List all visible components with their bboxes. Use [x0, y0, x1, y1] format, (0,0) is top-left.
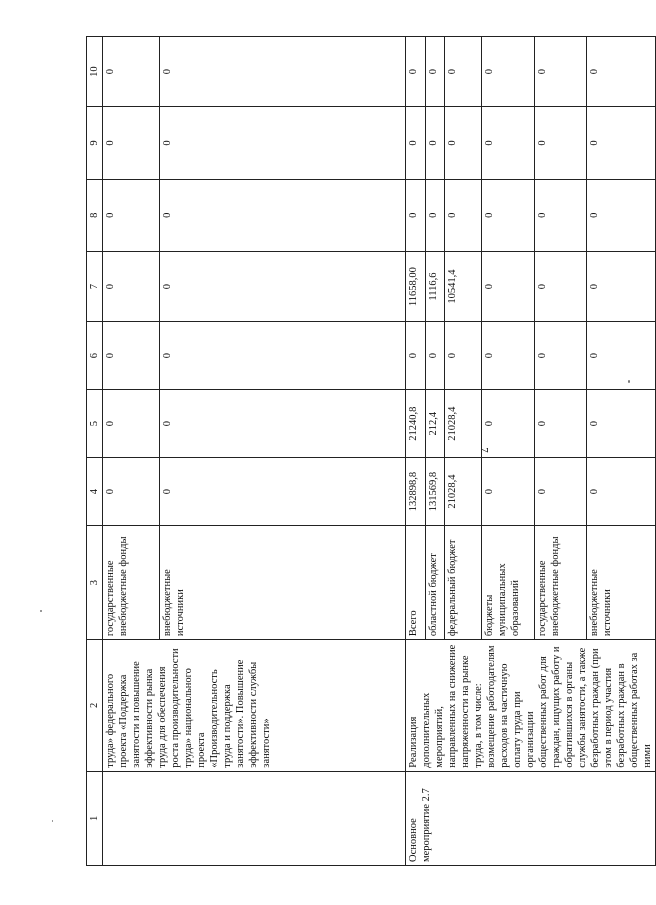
value-cell: 0 — [406, 107, 426, 179]
header-cell: 5 — [87, 390, 103, 458]
value-cell: 0 — [445, 322, 482, 390]
value-cell: 10541,4 — [445, 251, 482, 321]
value-cell: 0 — [103, 107, 160, 179]
value-cell: 0 — [160, 390, 406, 458]
activity-code-cell — [103, 771, 406, 865]
value-cell: 11658,00 — [406, 251, 426, 321]
header-cell: 3 — [87, 526, 103, 640]
value-cell: 0 — [160, 458, 406, 526]
value-cell: 21240,8 — [406, 390, 426, 458]
value-cell: 0 — [481, 458, 534, 526]
scan-speck — [52, 820, 53, 822]
value-cell: 0 — [481, 179, 534, 251]
value-cell: 0 — [445, 179, 482, 251]
value-cell: 0 — [534, 179, 587, 251]
scan-speck — [628, 380, 630, 383]
value-cell: 0 — [587, 107, 656, 179]
funding-source-cell: внебюджетные источники — [587, 526, 656, 640]
funding-source-cell: бюджеты муниципальных образований — [481, 526, 534, 640]
value-cell: 0 — [103, 179, 160, 251]
value-cell: 212,4 — [425, 390, 445, 458]
page-number: 7 — [478, 447, 490, 453]
value-cell: 0 — [481, 322, 534, 390]
value-cell: 0 — [160, 37, 406, 107]
value-cell: 0 — [534, 251, 587, 321]
value-cell: 21028,4 — [445, 390, 482, 458]
funding-source-cell: государственные внебюджетные фонды — [103, 526, 160, 640]
value-cell: 0 — [425, 322, 445, 390]
activity-description-cell: Реализация дополнительных мероприятий, направленных на снижение напряженности на рынке труда, в том числе: возмещение работодателям расходов на частичную оплату труда при организации общественных работ для граждан, ищущих работу и обратившихся в органы службы занятости, а также безработных граждан (при этом в период участия безработных граждан в общественных работах за ними — [406, 640, 656, 772]
value-cell: 0 — [534, 390, 587, 458]
header-cell: 7 — [87, 251, 103, 321]
value-cell: 131569,8 — [425, 458, 445, 526]
value-cell: 0 — [160, 322, 406, 390]
funding-source-cell: внебюджетные источники — [160, 526, 406, 640]
header-cell: 8 — [87, 179, 103, 251]
funding-source-cell: областной бюджет — [425, 526, 445, 640]
value-cell: 0 — [587, 251, 656, 321]
value-cell: 0 — [481, 107, 534, 179]
value-cell: 0 — [481, 251, 534, 321]
table-row — [103, 37, 160, 866]
value-cell: 0 — [103, 322, 160, 390]
header-cell: 4 — [87, 458, 103, 526]
value-cell: 0 — [160, 179, 406, 251]
value-cell: 0 — [587, 390, 656, 458]
value-cell: 0 — [481, 390, 534, 458]
value-cell: 0 — [445, 37, 482, 107]
value-cell: 0 — [587, 458, 656, 526]
table-row — [406, 37, 426, 866]
scan-speck — [40, 610, 42, 612]
value-cell: 0 — [587, 322, 656, 390]
value-cell: 0 — [425, 37, 445, 107]
header-cell: 2 — [87, 640, 103, 772]
value-cell: 132898,8 — [406, 458, 426, 526]
value-cell: 0 — [406, 322, 426, 390]
value-cell: 0 — [160, 251, 406, 321]
value-cell: 0 — [534, 322, 587, 390]
funding-source-cell: Всего — [406, 526, 426, 640]
funding-source-cell: государственные внебюджетные фонды — [534, 526, 587, 640]
value-cell: 0 — [103, 251, 160, 321]
value-cell: 0 — [445, 107, 482, 179]
value-cell: 0 — [160, 107, 406, 179]
value-cell: 1116,6 — [425, 251, 445, 321]
budget-table — [86, 36, 656, 866]
value-cell: 0 — [103, 37, 160, 107]
funding-source-cell: федеральный бюджет — [445, 526, 482, 640]
value-cell: 0 — [481, 37, 534, 107]
value-cell: 0 — [534, 458, 587, 526]
header-cell: 10 — [87, 37, 103, 107]
table-header-row — [87, 37, 103, 866]
value-cell: 0 — [103, 390, 160, 458]
value-cell: 0 — [534, 107, 587, 179]
value-cell: 0 — [587, 37, 656, 107]
rotated-table-frame — [86, 36, 653, 866]
value-cell: 0 — [406, 179, 426, 251]
value-cell: 0 — [103, 458, 160, 526]
value-cell: 0 — [425, 107, 445, 179]
header-cell: 6 — [87, 322, 103, 390]
value-cell: 0 — [587, 179, 656, 251]
value-cell: 21028,4 — [445, 458, 482, 526]
value-cell: 0 — [534, 37, 587, 107]
activity-code-cell: Основное мероприятие 2.7 — [406, 771, 656, 865]
value-cell: 0 — [406, 37, 426, 107]
activity-description-cell: труда» федерального проекта «Поддержка занятости и повышение эффективности рынка труда для обеспечения роста производительности труда» национального проекта «Производительность труда и поддержка занятости». Повышение эффективности службы занятости» — [103, 640, 406, 772]
value-cell: 0 — [425, 179, 445, 251]
header-cell: 1 — [87, 771, 103, 865]
header-cell: 9 — [87, 107, 103, 179]
